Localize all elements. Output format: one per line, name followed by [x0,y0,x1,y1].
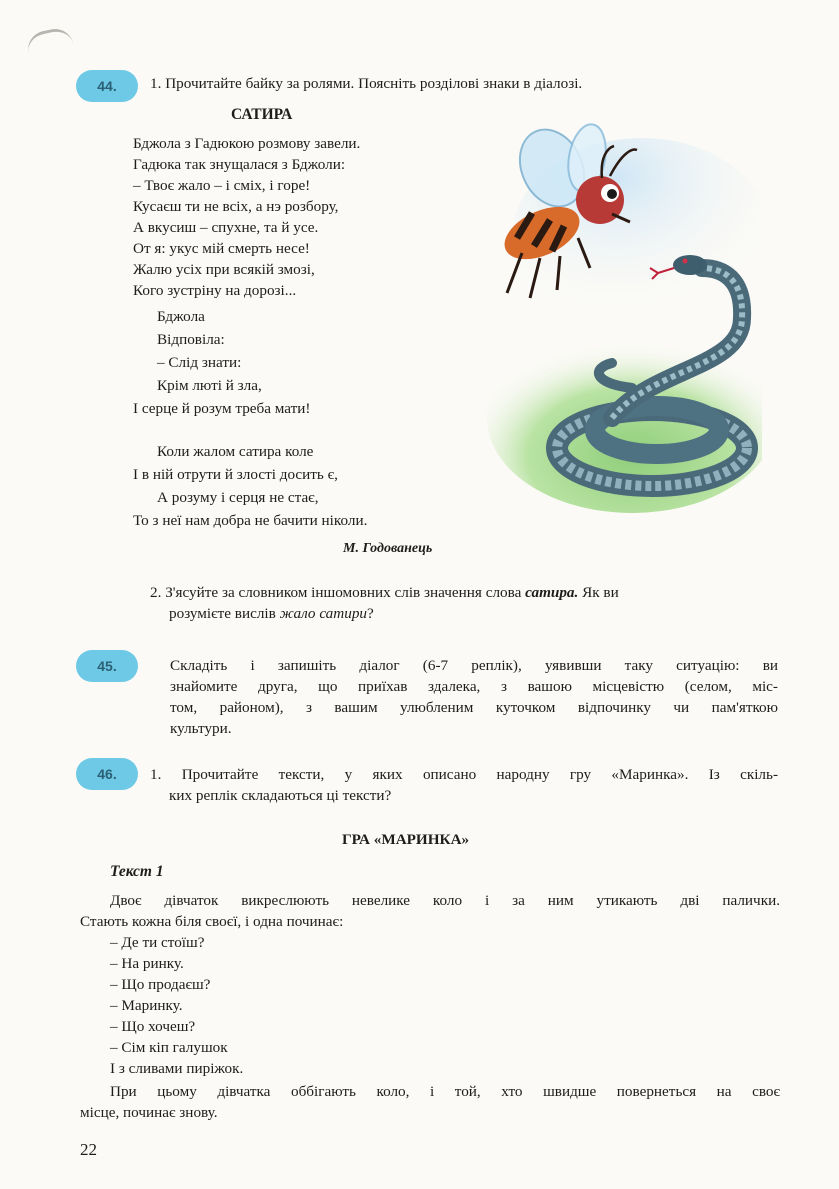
poem-line: І серце й розум треба мати! [133,400,311,417]
section-title: ГРА «МАРИНКА» [342,831,470,848]
dialogue-line: – Що хочеш? [110,1018,196,1035]
outro-line: місце, починає знову. [80,1104,218,1121]
poem-line: Крім люті й зла, [157,377,262,394]
poem-line: Бджола з Гадюкою розмову завели. [133,135,361,152]
ex45-line: том, районом), з вашим улюбленим куточком відпочинку чи пам'яткою [170,699,778,716]
ex44-task2-line1 [150,583,619,604]
poem-line: То з неї нам добра не бачити ніколи. [133,512,368,529]
task2-text: ? [367,605,374,622]
bee-and-snake-illustration [482,118,762,513]
task2-text: 2. З'ясуйте за словником іншомовних слів значення слова [150,584,526,601]
exercise-46-badge: 46. [76,758,138,790]
dialogue-line: – Що продаєш? [110,976,211,993]
outro-line: При цьому дівчатка оббігають коло, і той, хто швидше повернеться на своє [110,1083,780,1100]
poem-line: Жалю усіх при всякій змозі, [133,261,315,278]
poem-line: Кого зустріну на дорозі... [133,282,297,299]
task2-phrase: жало сатири [279,605,368,622]
poem-line: Гадюка так знущалася з Бджоли: [133,156,346,173]
exercise-45-badge: 45. [76,650,138,682]
ex46-task1-line: 1. Прочитайте тексти, у яких описано народну гру «Маринка». Із скіль- [150,766,778,783]
task2-text: розумієте вислів [169,605,280,622]
ex44-task2-line2 [169,604,374,625]
poem-author: М. Годованець [343,541,433,556]
poem-line: – Слід знати: [157,354,242,371]
dialogue-line: – На ринку. [110,955,184,972]
intro-line: Двоє дівчаток викреслюють невелике коло і за ним утикають дві палички. [110,892,780,909]
poem-line: Відповіла: [157,331,225,348]
dialogue-line: – Де ти стоїш? [110,934,205,951]
poem-line: А вкусиш – спухне, та й усе. [133,219,319,236]
poem-line: А розуму і серця не стає, [157,489,319,506]
ex46-task1-line: ких реплік складаються ці тексти? [169,787,392,804]
task2-text: Як ви [578,584,619,601]
intro-line: Стають кожна біля своєї, і одна починає: [80,913,344,930]
poem-title: САТИРА [231,106,293,123]
exercise-44-badge: 44. [76,70,138,102]
poem-line: І в ній отрути й злості досить є, [133,466,338,483]
poem-line: От я: укус мій смерть несе! [133,240,310,257]
dialogue-line: – Маринку. [110,997,183,1014]
task2-term: сатира. [525,584,579,601]
ex45-line: Складіть і запишіть діалог (6-7 реплік), уявивши таку ситуацію: ви [170,657,778,674]
ex45-line: знайомите друга, що приїхав здалека, з вашою місцевістю (селом, міс- [170,678,778,695]
ex44-task1: 1. Прочитайте байку за ролями. Поясніть розділові знаки в діалозі. [150,75,583,92]
poem-line: Бджола [157,308,205,325]
dialogue-line: І з сливами пиріжок. [110,1060,244,1077]
dialogue-line: – Сім кіп галушок [110,1039,228,1056]
poem-line: – Твоє жало – і сміх, і горе! [133,177,311,194]
ex45-line: культури. [170,720,232,737]
corner-scan-mark [25,25,74,53]
page-number: 22 [80,1140,97,1159]
text-label: Текст 1 [110,863,164,880]
poem-line: Кусаєш ти не всіх, а нэ розбору, [133,198,339,215]
poem-line: Коли жалом сатира коле [157,443,314,460]
